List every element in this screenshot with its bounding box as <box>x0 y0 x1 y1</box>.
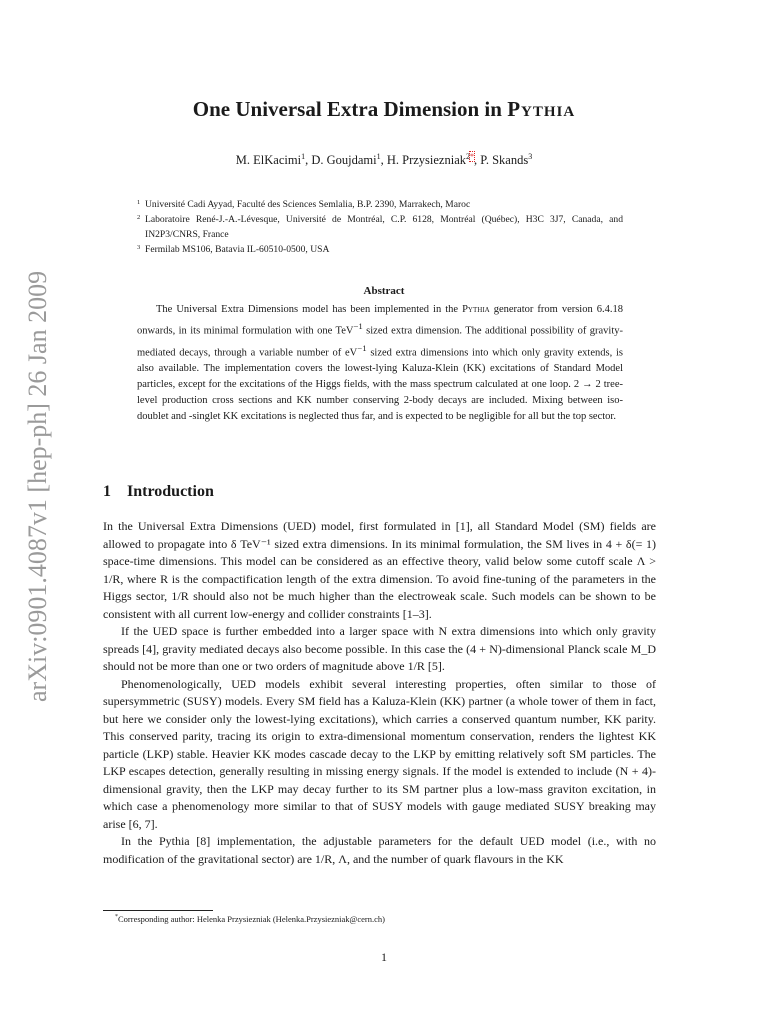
affiliation-text: Université Cadi Ayyad, Faculté des Sciences Semlalia, B.P. 2390, Marrakech, Maroc <box>145 199 471 210</box>
arxiv-identifier-stamp <box>4 250 60 710</box>
author-name: P. Skands <box>480 153 529 168</box>
affiliation-list <box>137 197 623 257</box>
affiliation-item <box>137 197 623 212</box>
abstract-text-part: generator from version 6.4.18 onwards, in its minimal formulation with one TeV <box>137 304 623 337</box>
introduction-body <box>103 518 656 868</box>
page-number: 1 <box>381 950 387 964</box>
author-list: M. ElKacimi$^1$, D. Goujdami$^1$, H. Przysiezniak$^{2*}$, P. Skands$^3$ <box>235 152 533 168</box>
abstract-program-name: Pythia <box>462 304 490 315</box>
abstract-text-part: sized extra dimension. The additional possibility of gravity-mediated decays, through a variable number of eV <box>137 325 623 358</box>
author-affil-ref: 3 <box>528 152 533 161</box>
footnote-mark: * <box>115 914 118 921</box>
affiliation-number: 3 <box>137 244 141 251</box>
body-paragraph: Phenomenologically, UED models exhibit several interesting properties, often similar to those of supersymmetric (SUSY) models. Every SM field has a Kaluza-Klein (KK) partner (a whole tower of them in fact, but here we consider only the lowest-lying excitations), which carries a conserved quantum number, KK parity. This conserved parity, tracing its origin to extra-dimensional momentum conservation, renders the lightest KK particle (LKP) stable. Heavier KK modes cascade decay to the LKP by emitting relatively soft SM particles. The LKP escapes detection, generally resulting in missing energy signals. If the model is extended to include (N + 4)-dimensional gravity, then the LKP may decay further to its SM partner plus a low-mass graviton excitation, in which case a phenomenology more similar to that of SUSY models with gauge mediated SUSY breaking may arise [6, 7]. <box>103 676 656 831</box>
footnote-divider <box>103 910 213 911</box>
section-number: 1 <box>103 483 111 500</box>
author-affil-ref: 1 <box>376 152 381 161</box>
body-paragraph: In the Universal Extra Dimensions (UED) model, first formulated in [1], all Standard Model (SM) fields are allowed to propagate into δ TeV⁻¹ sized extra dimensions. In its minimal formulation, the SM lives in 4 + δ(= 1) space-time dimensions. This model can be considered as an effective theory, valid below some cutoff scale Λ > 1/R, where R is the compactification length of the extra dimension. To avoid fine-tuning of the parameters in the Higgs sector, 1/R should also not be much higher than the electroweak scale. Such models can be shown to be consistent with all current low-energy and collider constraints [1–3]. <box>103 519 656 621</box>
arxiv-identifier-text: arXiv:0901.4087v1 [hep-ph] 26 Jan 2009 <box>23 270 52 702</box>
section-title: Introduction <box>127 483 214 500</box>
section-heading <box>103 483 214 501</box>
title-main: One Universal Extra Dimension in <box>192 97 508 121</box>
corresponding-author-footnote-link[interactable]: * <box>470 152 474 161</box>
footnote <box>115 914 385 924</box>
abstract-heading: Abstract <box>363 285 405 297</box>
body-paragraph: In the Pythia [8] implementation, the adjustable parameters for the default UED model (i.e., with no modification of the gravitational sector) are 1/R, Λ, and the number of quark flavours in the KK <box>103 834 656 866</box>
affiliation-number: 2 <box>137 214 141 221</box>
affiliation-item <box>137 212 623 242</box>
paper-title <box>0 97 768 122</box>
footnote-text: Corresponding author: Helenka Przysiezniak (Helenka.Przysiezniak@cern.ch) <box>118 914 385 924</box>
affiliation-item <box>137 242 623 257</box>
affiliation-number: 1 <box>137 199 141 206</box>
abstract-text <box>137 302 623 425</box>
abstract-exponent: −1 <box>357 342 367 353</box>
abstract-exponent: −1 <box>353 321 363 331</box>
title-program-name: Pythia <box>507 97 576 121</box>
author-affil-ref: 2 <box>466 152 470 161</box>
author-name: H. Przysiezniak <box>386 153 466 168</box>
author-affil-ref: 1 <box>301 152 306 161</box>
author-name: D. Goujdami <box>311 153 377 168</box>
abstract-text-part: sized extra dimensions into which only gravity extends, is also available. The implementation covers the lowest-lying Kaluza-Klein (KK) excitations of Standard Model particles, except for the excitations of the Higgs fields, with the mass spectrum calculated at one loop. 2 → 2 tree-level production cross sections and KK number conserving 2-body decays are included. Mixing between iso-doublet and -singlet KK excitations is neglected thus far, and is expected to be negligible for all but the top sector. <box>137 347 623 422</box>
affiliation-text: Laboratoire René-J.-A.-Lévesque, Université de Montréal, C.P. 6128, Montréal (Québec), H3C 3J7, Canada, and IN2P3/CNRS, France <box>145 214 623 240</box>
author-name: M. ElKacimi <box>235 153 302 168</box>
affiliation-text: Fermilab MS106, Batavia IL-60510-0500, USA <box>145 244 330 255</box>
abstract-text-part: The Universal Extra Dimensions model has been implemented in the <box>156 304 463 315</box>
body-paragraph: If the UED space is further embedded into a larger space with N extra dimensions into which only gravity spreads [4], gravity mediated decays also become possible. In this case the (4 + N)-dimensional Planck scale M_D should not be more than one or two orders of magnitude above 1/R [5]. <box>103 624 656 673</box>
